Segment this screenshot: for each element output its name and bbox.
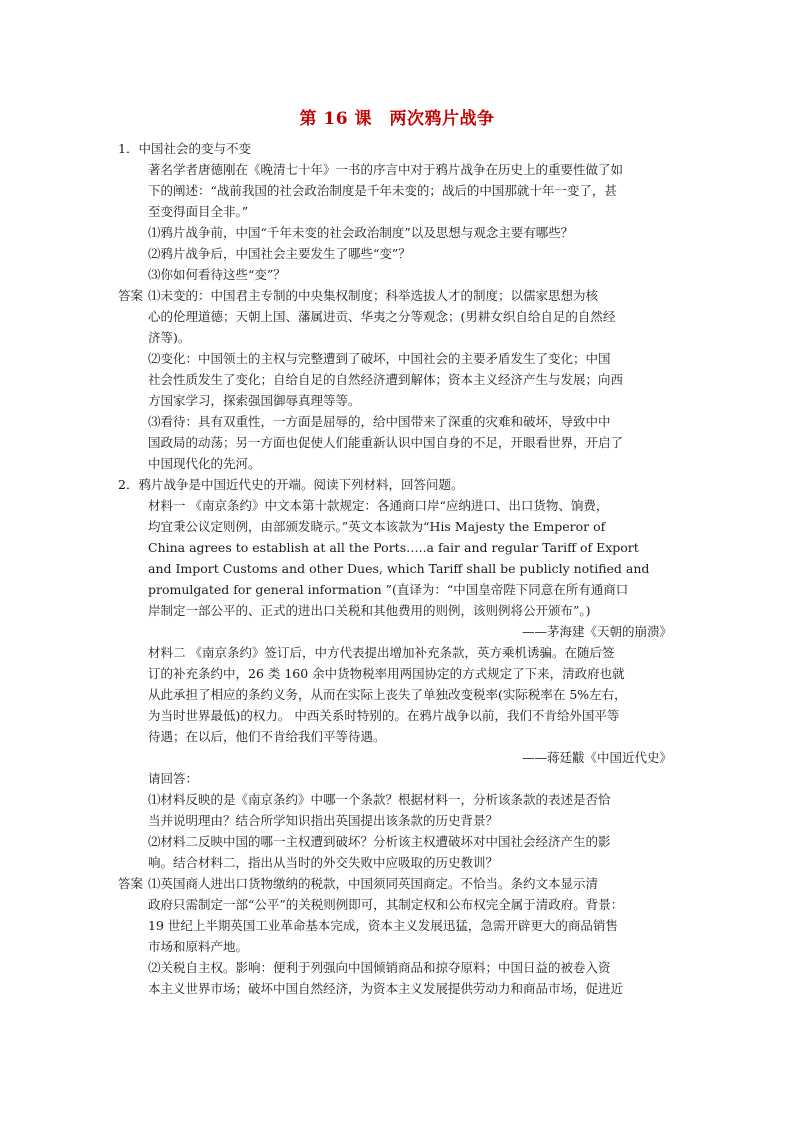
material-2-line: 待遇；在以后，他们不肯给我们平等待遇。 xyxy=(148,729,386,744)
question-1-intro-line: 至变得面目全非。” xyxy=(148,204,249,219)
material-1-line: 岸制定一部公平的、正式的进出口关税和其他费用的则例，该则例将公开颁布”。) xyxy=(148,603,591,618)
question-2-answer-line xyxy=(118,873,678,894)
question-2-answer-line: 政府只需制定一部“公平”的关税则例即可，其制定权和公布权完全属于清政府。背景： xyxy=(148,897,624,912)
question-2-sub-question: 响。结合材料二，指出从当时的外交失败中应吸取的历史教训？ xyxy=(148,855,499,870)
question-1-sub-question: ⑵鸦片战争后，中国社会主要发生了哪些“变”？ xyxy=(148,246,411,261)
question-1-answer-line: 中国现代化的先河。 xyxy=(148,456,261,471)
question-1-answer-line: 国政局的动荡；另一方面也促使人们能重新认识中国自身的不足，开眼看世界，开启了 xyxy=(148,435,624,450)
question-1-sub-question: ⑶你如何看待这些“变”？ xyxy=(148,267,286,282)
material-2-line: 为当时世界最低)的权力。 中西关系时特别的。在鸦片战争以前，我们不肯给外国平等 xyxy=(148,708,620,723)
question-1-answer-line: 心的伦理道德；天朝上国、藩属进贡、华夷之分等观念；(男耕女织自给自足的自然经 xyxy=(148,309,616,324)
material-1-line: China agrees to establish at all the Ports…..a fair and regular Tariff of Export xyxy=(148,540,639,555)
question-2-answer-line: ⑵关税自主权。影响：便利于列强向中国倾销商品和掠夺原料；中国日益的被卷入资 xyxy=(148,960,611,975)
question-1-answer-line: ⑶看待：具有双重性，一方面是屈辱的，给中国带来了深重的灾难和破坏，导致中中 xyxy=(148,414,611,429)
document-body xyxy=(118,138,678,999)
material-1-line: 均宜秉公议定则例，由部颁发晓示。”英文本该款为“His Majesty the Emperor of xyxy=(148,519,606,534)
question-1-answer-line: ⑵变化：中国领土的主权与完整遭到了破坏，中国社会的主要矛盾发生了变化；中国 xyxy=(148,351,611,366)
question-1-intro-line: 下的阐述：“战前我国的社会政治制度是千年未变的；战后的中国那就十年一变了，甚 xyxy=(148,183,617,198)
question-1-heading: 1．中国社会的变与不变 xyxy=(118,141,251,156)
ask-label: 请回答： xyxy=(148,771,199,786)
question-1-answer-line: 济等)。 xyxy=(148,330,191,345)
question-1-intro-line: 著名学者唐德刚在《晚清七十年》一书的序言中对于鸦片战争在历史上的重要性做了如 xyxy=(148,162,624,177)
lesson-title: 第 16 课 两次鸦片战争 xyxy=(299,109,495,129)
material-2-line: 订的补充条约中，26 类 160 余中货物税率用两国协定的方式规定了下来，清政府也就 xyxy=(148,666,625,681)
question-1-answer-line xyxy=(118,285,678,306)
question-2-answer-line: 市场和原料产地。 xyxy=(148,939,249,954)
question-2-answer-line: 19 世纪上半期英国工业革命基本完成，资本主义发展迅猛，急需开辟更大的商品销售 xyxy=(148,918,618,933)
answer-text: ⑴未变的：中国君主专制的中央集权制度；科举选拔人才的制度；以儒家思想为核 xyxy=(148,288,599,303)
material-1-line: and Import Customs and other Dues, which Tariff shall be publicly notified and xyxy=(148,561,650,576)
question-1-answer-line: 社会性质发生了变化；自给自足的自然经济遭到解体；资本主义经济产生与发展；向西 xyxy=(148,372,624,387)
material-1-line: 材料一 《南京条约》中文本第十款规定：各通商口岸“应纳进口、出口货物、饷费， xyxy=(148,498,609,513)
question-2-sub-question: ⑴材料反映的是《南京条约》中哪一个条款？根据材料一，分析该条款的表述是否恰 xyxy=(148,792,611,807)
answer-label: 答案 xyxy=(118,288,144,303)
material-1-source: ——茅海建《天朝的崩溃》 xyxy=(521,624,672,639)
material-2-line: 从此承担了相应的条约义务，从而在实际上丧失了单独改变税率(实际税率在 5%左右， xyxy=(148,687,627,702)
question-1-sub-question: ⑴鸦片战争前，中国“千年未变的社会政治制度”以及思想与观念主要有哪些？ xyxy=(148,225,574,240)
material-1-line: promulgated for general information ”(直译为：“中国皇帝陛下同意在所有通商口 xyxy=(148,582,629,597)
answer-label: 答案 xyxy=(118,876,144,891)
question-2-answer-line: 本主义世界市场；破坏中国自然经济，为资本主义发展提供劳动力和商品市场，促进近 xyxy=(148,981,624,996)
question-1-answer-line: 方国家学习，探索强国御辱真理等等。 xyxy=(148,393,361,408)
question-2-sub-question: ⑵材料二反映中国的哪一主权遭到破坏？分析该主权遭破坏对中国社会经济产生的影 xyxy=(148,834,611,849)
material-2-source: ——蒋廷黻《中国近代史》 xyxy=(521,750,672,765)
question-2-heading: 2．鸦片战争是中国近代史的开端。阅读下列材料，回答问题。 xyxy=(118,477,464,492)
answer-text: ⑴英国商人进出口货物缴纳的税款，中国须同英国商定。不恰当。条约文本显示清 xyxy=(148,876,599,891)
material-2-line: 材料二 《南京条约》签订后，中方代表提出增加补充条款，英方乘机诱骗。在随后签 xyxy=(148,645,615,660)
question-2-sub-question: 当并说明理由？结合所学知识指出英国提出该条款的历史背景？ xyxy=(148,813,499,828)
